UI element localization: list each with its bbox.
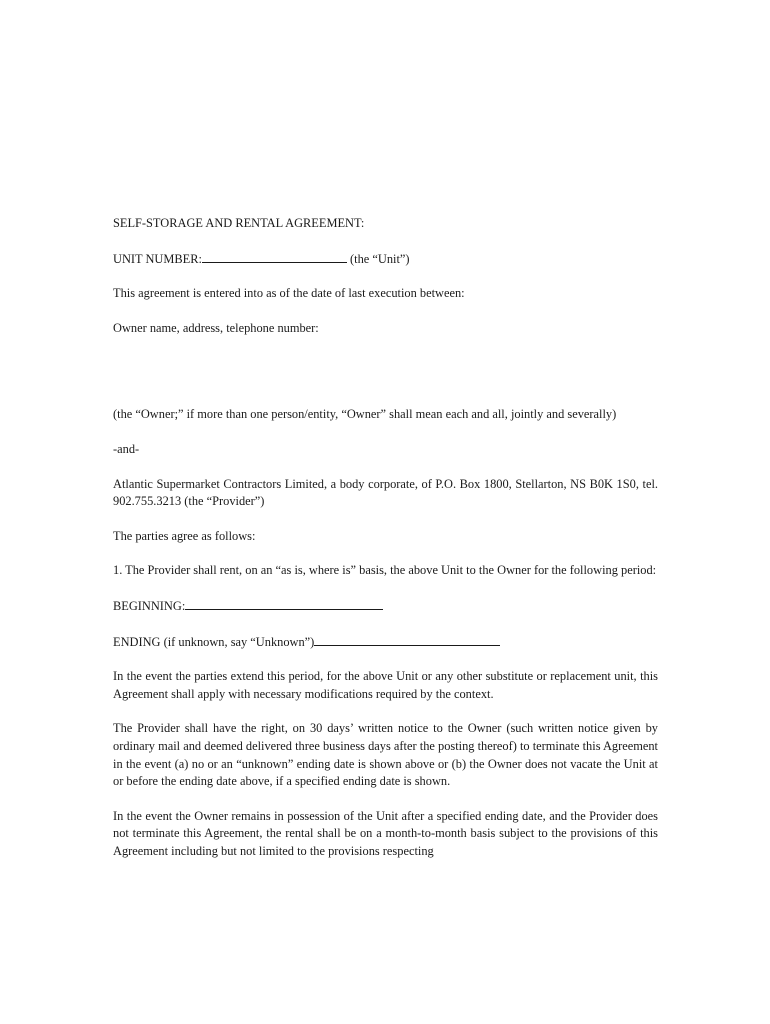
owner-details-label: Owner name, address, telephone number: [113, 320, 319, 335]
ending-date-blank[interactable] [314, 633, 500, 646]
beginning-date-label: BEGINNING: [113, 598, 186, 613]
owner-definition: (the “Owner;” if more than one person/entity, “Owner” shall mean each and all, jointly and severally) [113, 407, 617, 422]
unit-number-suffix: (the “Unit”) [346, 251, 410, 266]
remaining-possession-paragraph: In the event the Owner remains in possession of the Unit after a specified ending date, and the Provider does not terminate this Agreement, the rental shall be on a month-to-month basis subject to the provisions of this Agreement including but not limited to the provisions respecting [113, 808, 658, 858]
beginning-date-blank[interactable] [185, 597, 383, 610]
document-body [113, 215, 658, 860]
ending-date-line [113, 633, 658, 652]
parties-agree-heading: The parties agree as follows: [113, 528, 256, 543]
clause-1-paragraph: 1. The Provider shall rent, on an “as is, where is” basis, the above Unit to the Owner for the following period: [113, 563, 657, 578]
provider-definition: Atlantic Supermarket Contractors Limited, a body corporate, of P.O. Box 1800, Stellarton, NS B0K 1S0, tel. 902.755.3213 (the “Provider”) [113, 476, 658, 509]
termination-notice-paragraph: The Provider shall have the right, on 30 days’ written notice to the Owner (such written notice given by ordinary mail and deemed delivered three business days after the posting thereof) to terminate this Agreement in the event (a) no or an “unknown” ending date is shown above or (b) the Owner does not vacate the Unit at or before the ending date above, if a specified ending date is shown. [113, 721, 658, 789]
unit-number-label: UNIT NUMBER: [113, 251, 202, 266]
beginning-date-line [113, 597, 658, 616]
unit-number-blank[interactable] [202, 250, 347, 263]
unit-number-line [113, 250, 658, 269]
substitute-unit-paragraph: In the event the parties extend this period, for the above Unit or any other substitute or replacement unit, this Agreement shall apply with necessary modifications required by the context. [113, 669, 658, 701]
intro-paragraph: This agreement is entered into as of the date of last execution between: [113, 286, 465, 301]
and-separator: -and- [113, 441, 140, 456]
document-title: SELF-STORAGE AND RENTAL AGREEMENT: [113, 216, 365, 230]
ending-date-label: ENDING (if unknown, say “Unknown”) [113, 634, 315, 649]
